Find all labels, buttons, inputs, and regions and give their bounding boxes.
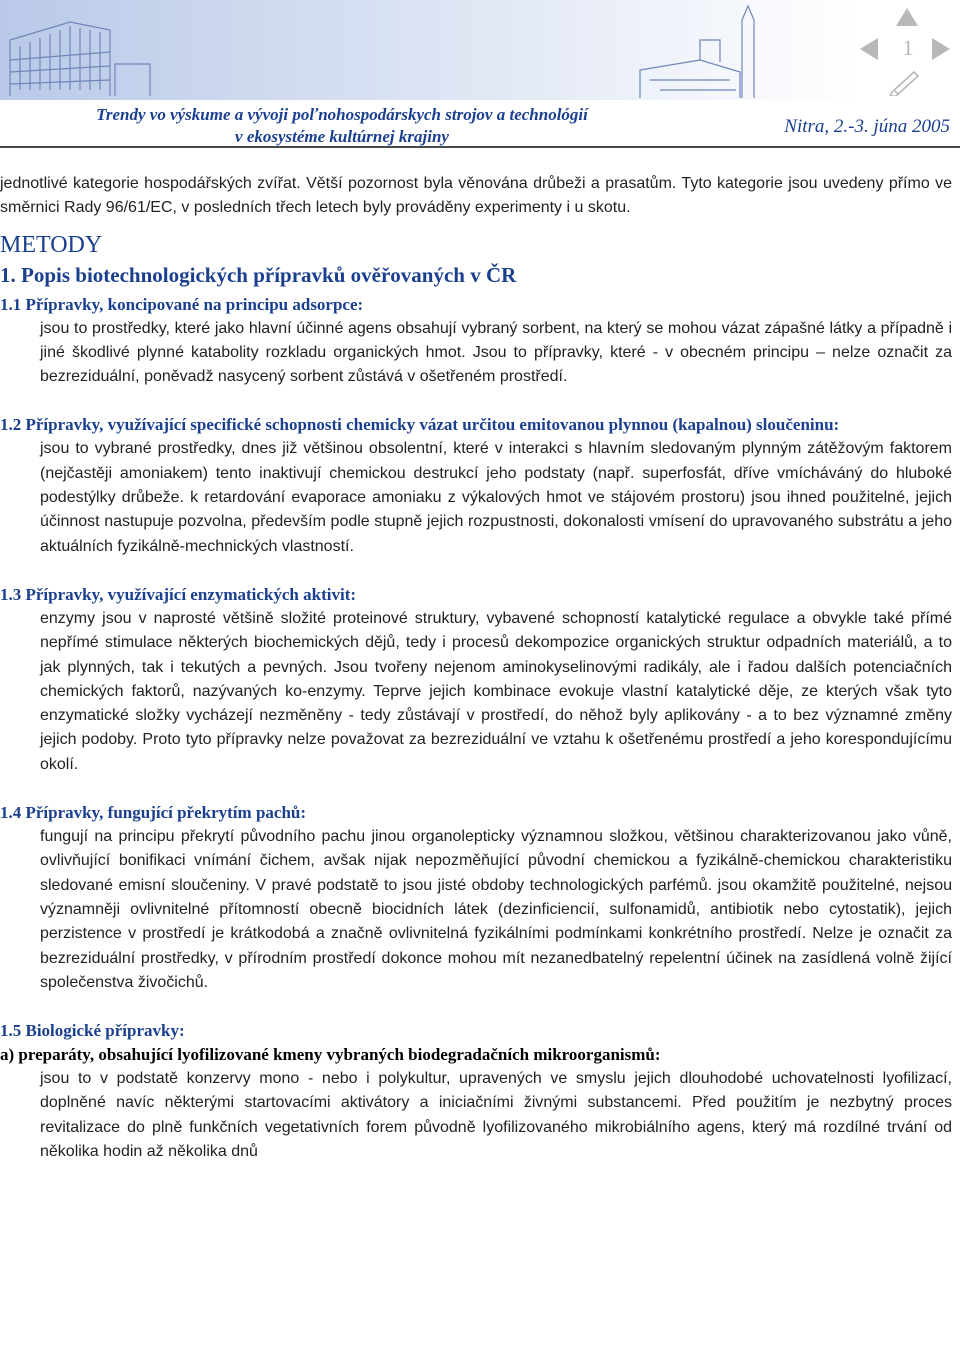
section-1-1-title: 1.1 Přípravky, koncipované na principu adsorpce: (0, 294, 364, 314)
section-1-3-text: enzymy jsou v naprosté většině složité proteinové struktury, vybavené schopností katalytické regulace a obvykle také přímé nepřímé stimulace některých biochemických dějů, tedy i procesů dekompozice organických struktur odpadních materiálů, a to jak plynných, tak i tekutých a pevných. Jsou tvořeny nejenom aminokyselinovými radikály, ale i řadou dalších potenciačních chemických faktorů, nazývaných ko-enzymy. Teprve jejich kombinace evokuje vlastní katalytické děje, ze kterých však tyto enzymatické složky vycházejí nezměněny - tedy zůstávají v prostředí, do něhož byly aplikovány - a to bez významné změny jejich podoby. Proto tyto přípravky nelze považovat za bezreziduální ve vztahu k ošetřenému prostředí a jeho korespondujícímu okolí. (40, 609, 952, 773)
page-content (0, 172, 952, 1164)
section-1-2-title: 1.2 Přípravky, využívající specifické schopnosti chemicky vázat určitou emitovanou plynnou (kapalnou) sloučeninu: (0, 415, 840, 435)
section-1-2-text: jsou to vybrané prostředky, dnes již většinou obsolentní, které v interakci s hlavním sledovaným plynným zátěžovým faktorem (nejčastěji amoniakem) tento inaktivují chemickou destrukcí jeho podstaty (např. superfosfát, dříve vmícháváný do hluboké podestýlky drůbeže. k retardování evaporace amoniaku z výkalových hmot ve stájovém prostoru) jsou ihned použitelné, jejich účinnost nastupuje pozvolna, především podle stupně jejich rozpustnosti, dokonalosti vmísení do upravovaného substrátu a jeho aktuálních fyzikálně-mechnických vlastností. (40, 440, 952, 555)
arrow-left-icon[interactable] (860, 38, 878, 60)
conference-title-line2: v ekosystéme kultúrnej krajiny (235, 127, 449, 146)
section-1-3-title: 1.3 Přípravky, využívající enzymatických aktivit: (0, 584, 357, 604)
conference-title-line1: Trendy vo výskume a vývoji poľnohospodárskych strojov a technológií (96, 105, 588, 124)
pen-icon[interactable] (888, 68, 922, 96)
section-1-4-text: fungují na principu překrytí původního pachu jinou organolepticky významnou složkou, většinou charakterizovanou jako vůně, ovlivňující bonifikaci vnímání čichem, avšak nijak nepozměňující původní chemickou a fyzikálně-chemickou charakteristiku sledované emisní sloučeniny. V pravé podstatě to jsou jisté obdoby technologických parfémů. jsou okamžitě použitelné, nejsou významněji ovlivnitelné přítomností obecně biocidních látek (dezinficiencií, sulfonamidů, antibiotik nebo cytostatik), jejich perzistence v prostředí je krátkodobá a značně ovlivnitelná fyzikálními podmínkami konkrétního prostředí. Nelze je označit za bezreziduální prostředky, v přírodním prostředí dokonce mohou mít nezanedbatelný repelentní účinek na zasídlená volně žijící společenstva živočichů. (40, 828, 952, 991)
section-1-5-text: jsou to v podstatě konzervy mono - nebo i polykultur, upravených ve smyslu jejich dlouhodobé uchovatelnosti lyofilizací, doplněné navíc některými startovacími aktivátory a iniciačními živnými substancemi. Před použitím je nezbytný proces revitalizace do plně funkčních vegetativních forem původně lyofilizovaného mikrobiálního agens, který má rozdílné trvání od několika hodin až několika dnů (40, 1070, 952, 1161)
section-1-1-text: jsou to prostředky, které jako hlavní účinné agens obsahují vybraný sorbent, na který se mohou vázat zápašné látky a případně i jiné škodlivé plynné katabolity rozkladu organických hmot. Jsou to přípravky, které - v obecném principu – nelze označit za bezreziduální, poněvadž nasycený sorbent zůstává v ošetřeném prostředí. (40, 319, 952, 386)
intro-paragraph: jednotlivé kategorie hospodářských zvířat. Větší pozornost byla věnována drůbeži a prasatům. Tyto kategorie jsou uvedeny přímo ve směrnici Rady 96/61/EC, v posledních třech letech byly prováděny experimenty i u skotu. (0, 175, 952, 217)
section-1-5-title: 1.5 Biologické přípravky: (0, 1021, 185, 1041)
conference-title (42, 104, 642, 148)
page-number: 1 (902, 35, 914, 60)
section-1-4-title: 1.4 Přípravky, fungující překrytím pachů: (0, 803, 307, 823)
methods-heading: METODY (0, 231, 103, 258)
section-1-5-subtitle: a) preparáty, obsahující lyofilizované kmeny vybraných biodegradačních mikroorganismů: (0, 1045, 661, 1065)
arrow-right-icon[interactable] (932, 38, 950, 60)
header-divider (0, 146, 960, 148)
arrow-up-icon[interactable] (896, 8, 918, 26)
page-header (0, 0, 960, 150)
section-heading: 1. Popis biotechnologických přípravků ověřovaných v ČR (0, 262, 517, 287)
place-date: Nitra, 2.-3. júna 2005 (784, 116, 950, 137)
